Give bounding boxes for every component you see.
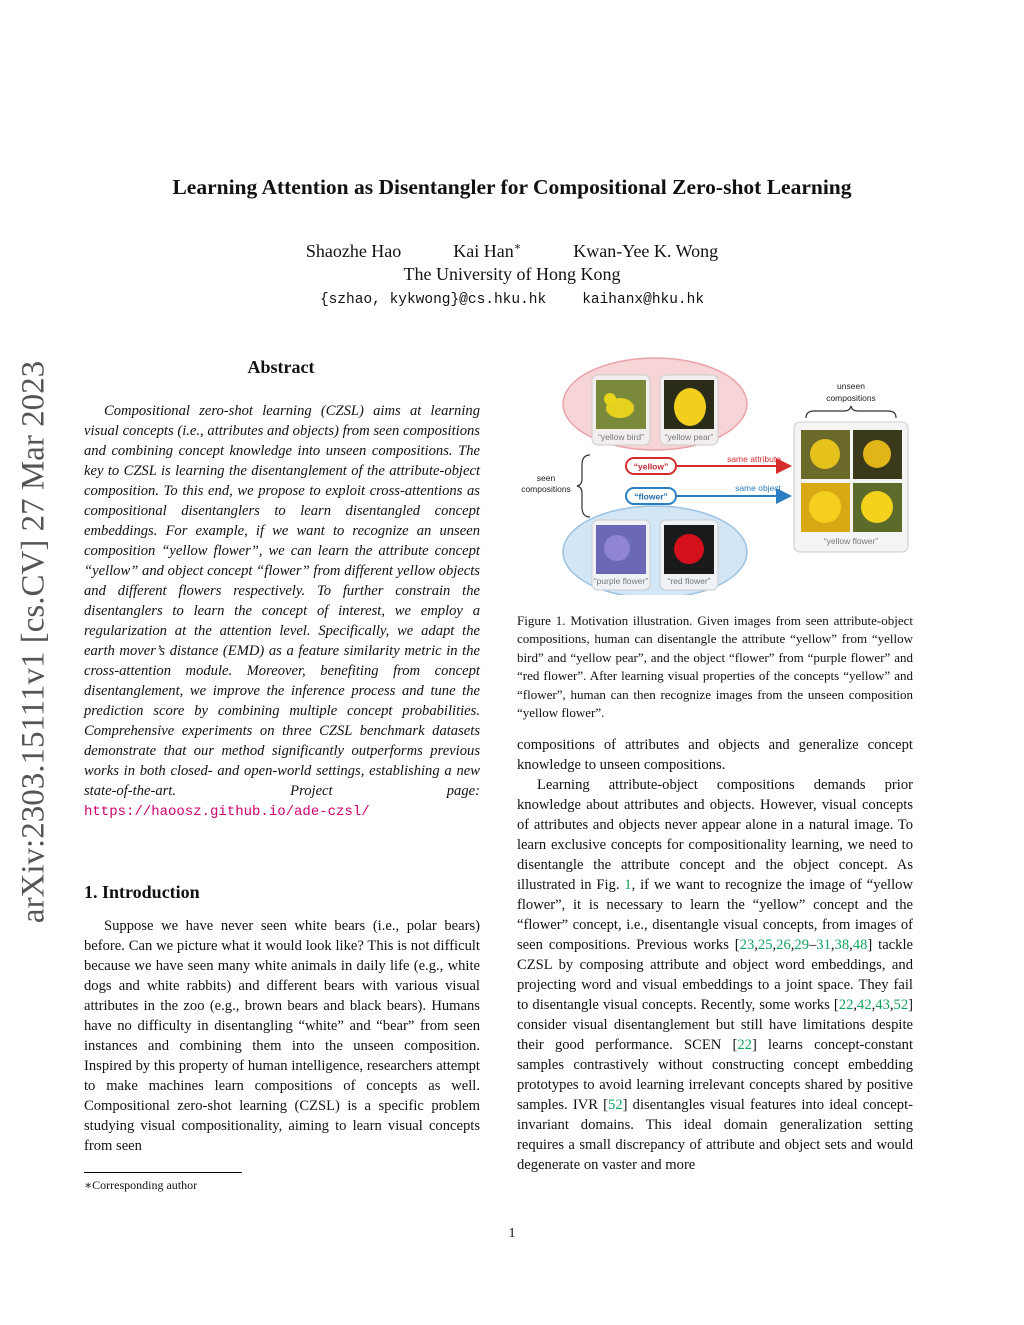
abstract-heading: Abstract [247,357,315,377]
figure-1 [514,355,914,595]
unseen-label-2: compositions [826,393,876,403]
p2-part-e: ] learns concept-constant samples contrastively without constructing concept embedding prototypes to avoid learning irrelevant concepts shared by positive samples. IVR [ [517,1037,913,1113]
yellow-pear-label: “yellow pear” [664,432,714,442]
p2-part-c: ] tackle CZSL by composing attribute and object word embeddings, and projecting word and visual embeddings to a joint space. They fail to disentangle visual concepts. Recently, some works [ [517,937,913,1013]
right-paragraph-2: Learning attribute-object compositions demands prior knowledge about attributes and objects. However, visual concepts of attributes and objects never appear alone in a natural image. To learn exclusive concepts for compositionality learning, we need to disentangle the attribute concept and the object concept. As illustrated in Fig. 1, if we want to recognize the image of “yellow flower”, it is necessary to learn the “yellow” concept and the “flower” concept, i.e., disentangle visual concepts, from images of seen compositions. Previous works [23,25,26,29–31,38,48] tackle CZSL by composing attribute and object word embeddings, and projecting word and visual embeddings to a joint space. They fail to disentangle visual concepts. Recently, some works [22,42,43,52] consider visual disentanglement but still have limitations despite their good performance. SCEN [22] learns concept-constant samples contrastively without constructing concept embedding prototypes to avoid learning irrelevant concepts shared by positive samples. IVR [52] disentangles visual features into ideal concept-invariant domains. This ideal domain generalization setting requires a small discrepancy of attribute and object sets and would degenerate on vaster and more [517,777,913,1173]
cite-52b[interactable]: 52 [608,1097,623,1113]
arxiv-sidebar [12,348,56,936]
cite-26[interactable]: 26 [776,937,791,953]
result-flower-3 [809,491,841,523]
email-1[interactable]: {szhao, kykwong}@cs.hku.hk [319,292,547,308]
cite-25[interactable]: 25 [757,937,773,953]
yellow-pill-label: “yellow” [633,461,669,472]
paper-title: Learning Attention as Disentangler for Compositional Zero-shot Learning [172,175,852,199]
seen-yellow-ellipse [563,358,747,450]
cite-52[interactable]: 52 [893,997,909,1013]
unseen-label-1: unseen [837,381,865,391]
cite-42[interactable]: 42 [857,997,872,1013]
red-petal [674,534,704,564]
cite-43[interactable]: 43 [875,997,890,1013]
page-number: 1 [508,1226,516,1241]
seen-brace [577,455,590,517]
bird-head [604,393,616,405]
corresponding-mark: ∗ [513,241,522,253]
result-flower-1 [810,439,840,469]
p2-part-b: , if we want to recognize the image of “yellow flower”, it is necessary to learn the “yellow” concept and the “flower” concept, i.e., disentangle visual concepts, from images of seen compositions. Previous works [ [517,877,913,953]
cite-38[interactable]: 38 [834,937,850,953]
author-2-name: Kai Han [453,241,514,261]
author-3: Kwan-Yee K. Wong [573,241,719,261]
email-list [0,292,1024,308]
result-label: “yellow flower” [823,536,879,546]
cite-22b[interactable]: 22 [737,1037,752,1053]
cite-48[interactable]: 48 [852,937,868,953]
affiliation: The University of Hong Kong [403,264,621,284]
email-2[interactable]: kaihanx@hku.hk [582,292,705,308]
figure-caption: Figure 1. Motivation illustration. Given images from seen attribute-object compositions, human can disentangle the attribute “yellow” from “yellow bird” and “yellow pear”, and the object “flower” from “purple flower” and “red flower”. After learning visual properties of the concepts “yellow” and “flower”, human can then recognize images from the unseen composition “yellow flower”. [517,613,913,721]
author-2 [453,241,521,261]
seen-flower-ellipse [563,506,747,595]
cite-23[interactable]: 23 [739,937,755,953]
unseen-brace [806,406,896,418]
purple-petal [604,535,630,561]
cite-31[interactable]: 31 [816,937,831,953]
intro-body: Suppose we have never seen white bears (i.e., polar bears) before. Can we picture what it would look like? This is not difficult because we have seen many white animals in daily life (e.g., white dogs and white rabbits) and different bears with various visual attributes in the zoo (e.g., brown bears and black bears). Humans have no difficulty in disentangling “white” and “bear” from seen instances and combining them into the unseen composition. Inspired by this property of human intelligence, researchers attempt to make machines learn compositions of concepts as well. Compositional zero-shot learning (CZSL) is a specific problem studying visual compositionality, aiming to learn visual concepts from seen [84,918,480,1154]
seen-label-1: seen [536,473,556,483]
author-list [0,240,1024,262]
footnote: ∗Corresponding author [84,1178,198,1192]
purple-flower-label: “purple flower” [593,576,649,586]
arxiv-id: arXiv:2303.15111v1 [cs.CV] 27 Mar 2023 [15,360,52,924]
result-flower-2 [863,440,891,468]
footnote-rule [84,1172,242,1173]
same-attribute-label: same attribute [727,454,781,464]
author-1: Shaozhe Hao [305,241,402,261]
p2-part-a: Learning attribute-object compositions demands prior knowledge about attributes and objects. However, visual concepts of attributes and objects never appear alone in a natural image. To learn exclusive concepts for compositionality learning, we need to disentangle the attribute concept and the object concept. As illustrated in Fig. [517,777,913,893]
yellow-bird-label: “yellow bird” [598,432,644,442]
pear-shape [674,388,706,426]
seen-label-2: compositions [521,484,571,494]
same-object-label: same object [735,483,781,493]
red-flower-label: “red flower” [667,576,711,586]
result-flower-4 [861,491,893,523]
abstract-text: Compositional zero-shot learning (CZSL) aims at learning visual concepts (i.e., attributes and objects) from seen compositions and combining concept knowledge into unseen compositions. The key to CZSL is learning the disentanglement of the attribute-object composition. To this end, we propose to exploit cross-attentions as compositional disentanglers to learn disentangled concept embeddings. For example, if we want to recognize an unseen composition “yellow flower”, we can learn the attribute concept “yellow” and object concept “flower” from different yellow objects and different flowers respectively. To further constrain the disentanglers to learn the concept of interest, we employ a regularization at the attention level. Specifically, we adapt the earth mover’s distance (EMD) as a feature similarity metric in the cross-attention module. Moreover, benefiting from concept disentanglement, we improve the inference process and tune the prediction score by combining multiple concept probabilities. Comprehensive experiments on three CZSL benchmark datasets demonstrate that our method significantly outperforms previous works in both closed- and open-world settings, establishing a new state-of-the-art. Project page: [84,403,480,799]
right-column [517,735,913,1175]
project-page-link[interactable]: https://haoosz.github.io/ade-czsl/ [84,804,370,820]
cite-29[interactable]: 29 [794,937,809,953]
fig-ref-link[interactable]: 1 [624,877,632,893]
p2-part-d: ] consider visual disentanglement but still have limitations despite their good performance. SCEN [ [517,997,913,1053]
p2-part-f: ] disentangles visual features into ideal concept-invariant domains. This ideal domain generalization setting requires a small discrepancy of attribute and object sets and would degenerate on vaster and more [517,1097,913,1173]
abstract-body [84,401,480,822]
intro-heading: 1. Introduction [84,882,200,902]
cite-22[interactable]: 22 [838,997,854,1013]
flower-pill-label: “flower” [634,491,668,502]
right-paragraph-1: compositions of attributes and objects and generalize concept knowledge to unseen compositions. [517,737,913,773]
